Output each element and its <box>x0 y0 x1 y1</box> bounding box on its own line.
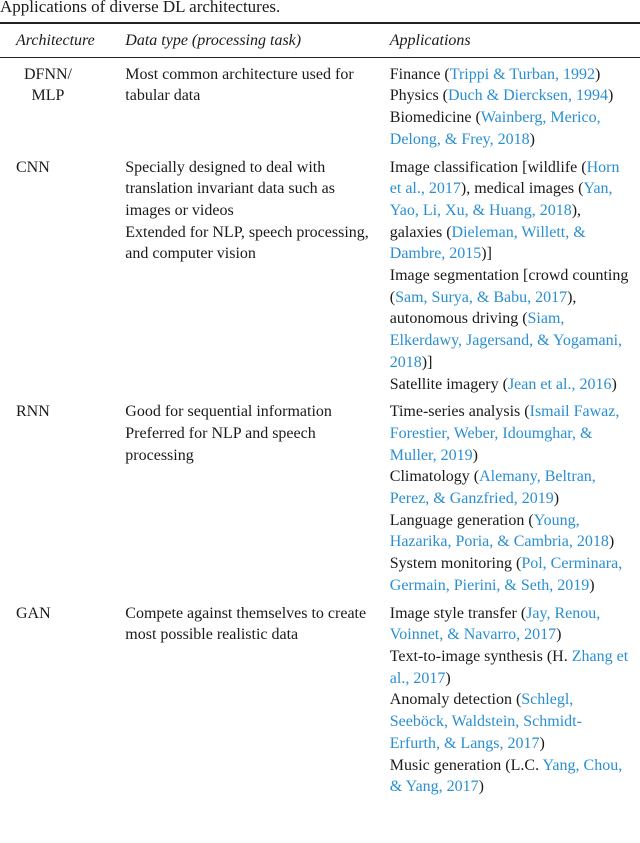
data-type-text: Most common architecture used for tabular data <box>125 65 354 105</box>
architecture-cell <box>0 151 125 396</box>
application-item <box>390 401 631 466</box>
citation-link[interactable]: Sam, Surya, & Babu, 2017 <box>395 288 568 306</box>
architecture-name: DFNN/ MLP <box>23 65 72 105</box>
application-text: ), galaxies ( <box>389 201 582 241</box>
application-label: Physics ( <box>389 87 448 105</box>
citation-link[interactable]: Jean et al., 2016 <box>507 375 612 393</box>
citation-link[interactable]: Zhang et al., 2017 <box>389 647 629 687</box>
application-label: Image style transfer ( <box>389 604 527 622</box>
citation-link[interactable]: Duch & Diercksen, 1994 <box>448 87 608 105</box>
data-type-cell <box>125 395 389 596</box>
application-item <box>390 466 631 509</box>
application-item <box>390 85 631 107</box>
table-row <box>0 597 640 798</box>
application-label: Time-series analysis ( <box>389 403 530 421</box>
data-type-cell <box>125 597 389 798</box>
citation-link[interactable]: Alemany, Beltran, Perez, & Ganzfried, 2019 <box>389 468 596 508</box>
application-text: ) <box>472 446 478 464</box>
application-label: System monitoring ( <box>389 555 522 573</box>
applications-cell <box>390 151 640 396</box>
application-label: Text-to-image synthesis (H. <box>389 647 572 665</box>
application-item <box>390 646 631 689</box>
applications-cell <box>390 57 640 150</box>
application-text: ) <box>478 778 484 796</box>
application-text: ) <box>539 734 545 752</box>
application-text: )] <box>421 353 433 371</box>
architecture-cell <box>0 57 125 150</box>
table-row <box>0 151 640 396</box>
citation-link[interactable]: Horn et al., 2017 <box>389 158 620 198</box>
application-item <box>390 64 631 86</box>
citation-link[interactable]: Siam, Elkerdawy, Jagersand, & Yogamani, 2018 <box>389 310 623 371</box>
application-label: Music generation (L.C. <box>389 756 543 774</box>
applications-cell <box>390 597 640 798</box>
data-type-text: Compete against themselves to create most possible realistic data <box>125 604 367 644</box>
application-text: ) <box>611 375 617 393</box>
citation-link[interactable]: Wainberg, Merico, Delong, & Frey, 2018 <box>389 109 601 148</box>
application-label: Biomedicine ( <box>389 109 481 127</box>
application-label: Image classification [wildlife ( <box>389 158 587 176</box>
citation-link[interactable]: Dieleman, Willett, & Dambre, 2015 <box>389 223 586 263</box>
application-text: ) <box>594 65 601 83</box>
application-label: Image segmentation [crowd counting ( <box>389 267 629 306</box>
application-label: Language generation ( <box>389 511 534 529</box>
application-text: ), medical images ( <box>460 180 584 198</box>
architecture-name: GAN <box>16 604 51 622</box>
application-text: ) <box>445 669 451 687</box>
architectures-table <box>0 22 640 798</box>
architecture-name: CNN <box>16 158 50 176</box>
application-label: Finance ( <box>389 65 450 83</box>
application-text: ) <box>529 130 535 148</box>
data-type-text: Preferred for NLP and speech processing <box>125 424 316 464</box>
application-text: ) <box>607 87 614 105</box>
data-type-text: Good for sequential information <box>125 403 332 421</box>
data-type-text: Specially designed to deal with translation invariant data such as images or videos <box>125 158 335 219</box>
application-text: ) <box>608 533 615 551</box>
application-item <box>390 603 631 646</box>
application-item <box>390 510 631 553</box>
architecture-cell <box>0 597 125 798</box>
header-architecture: Architecture <box>0 23 125 57</box>
citation-link[interactable]: Ismail Fawaz, Forestier, Weber, Idoumghar, & Muller, 2019 <box>389 403 620 464</box>
application-item <box>390 689 631 754</box>
header-data-type: Data type (processing task) <box>125 23 389 57</box>
citation-link[interactable]: Jay, Renou, Voinnet, & Navarro, 2017 <box>389 604 601 644</box>
table-caption: Applications of diverse DL architectures. <box>0 0 281 16</box>
application-item <box>390 107 631 150</box>
application-item <box>390 755 631 798</box>
header-applications: Applications <box>390 23 640 57</box>
application-item <box>390 374 631 396</box>
applications-cell <box>390 395 640 596</box>
citation-link[interactable]: Trippi & Turban, 1992 <box>449 65 595 83</box>
application-text: ) <box>553 490 560 508</box>
table-row <box>0 57 640 150</box>
data-type-cell <box>125 151 389 396</box>
application-text: ) <box>589 576 595 594</box>
citation-link[interactable]: Young, Hazarika, Poria, & Cambria, 2018 <box>389 511 609 551</box>
application-label: Climatology ( <box>389 468 480 486</box>
table-row <box>0 395 640 596</box>
architecture-cell <box>0 395 125 596</box>
data-type-text: Extended for NLP, speech processing, and computer vision <box>125 223 369 263</box>
application-item <box>390 157 631 266</box>
application-label: Anomaly detection ( <box>389 691 522 709</box>
citation-link[interactable]: Yan, Yao, Li, Xu, & Huang, 2018 <box>389 180 613 219</box>
architecture-name: RNN <box>16 403 50 421</box>
application-item <box>390 553 631 596</box>
application-item <box>390 265 631 374</box>
application-text: ), autonomous driving ( <box>389 288 577 328</box>
data-type-cell <box>125 57 389 150</box>
citation-link[interactable]: Yang, Chou, & Yang, 2017 <box>389 756 623 796</box>
citation-link[interactable]: Pol, Cerminara, Germain, Pierini, & Seth, 2019 <box>389 555 623 594</box>
application-label: Satellite imagery ( <box>389 375 508 393</box>
citation-link[interactable]: Schlegl, Seeböck, Waldstein, Schmidt-Erfurth, & Langs, 2017 <box>389 691 582 752</box>
application-text: )] <box>481 245 492 263</box>
application-text: ) <box>556 626 562 644</box>
